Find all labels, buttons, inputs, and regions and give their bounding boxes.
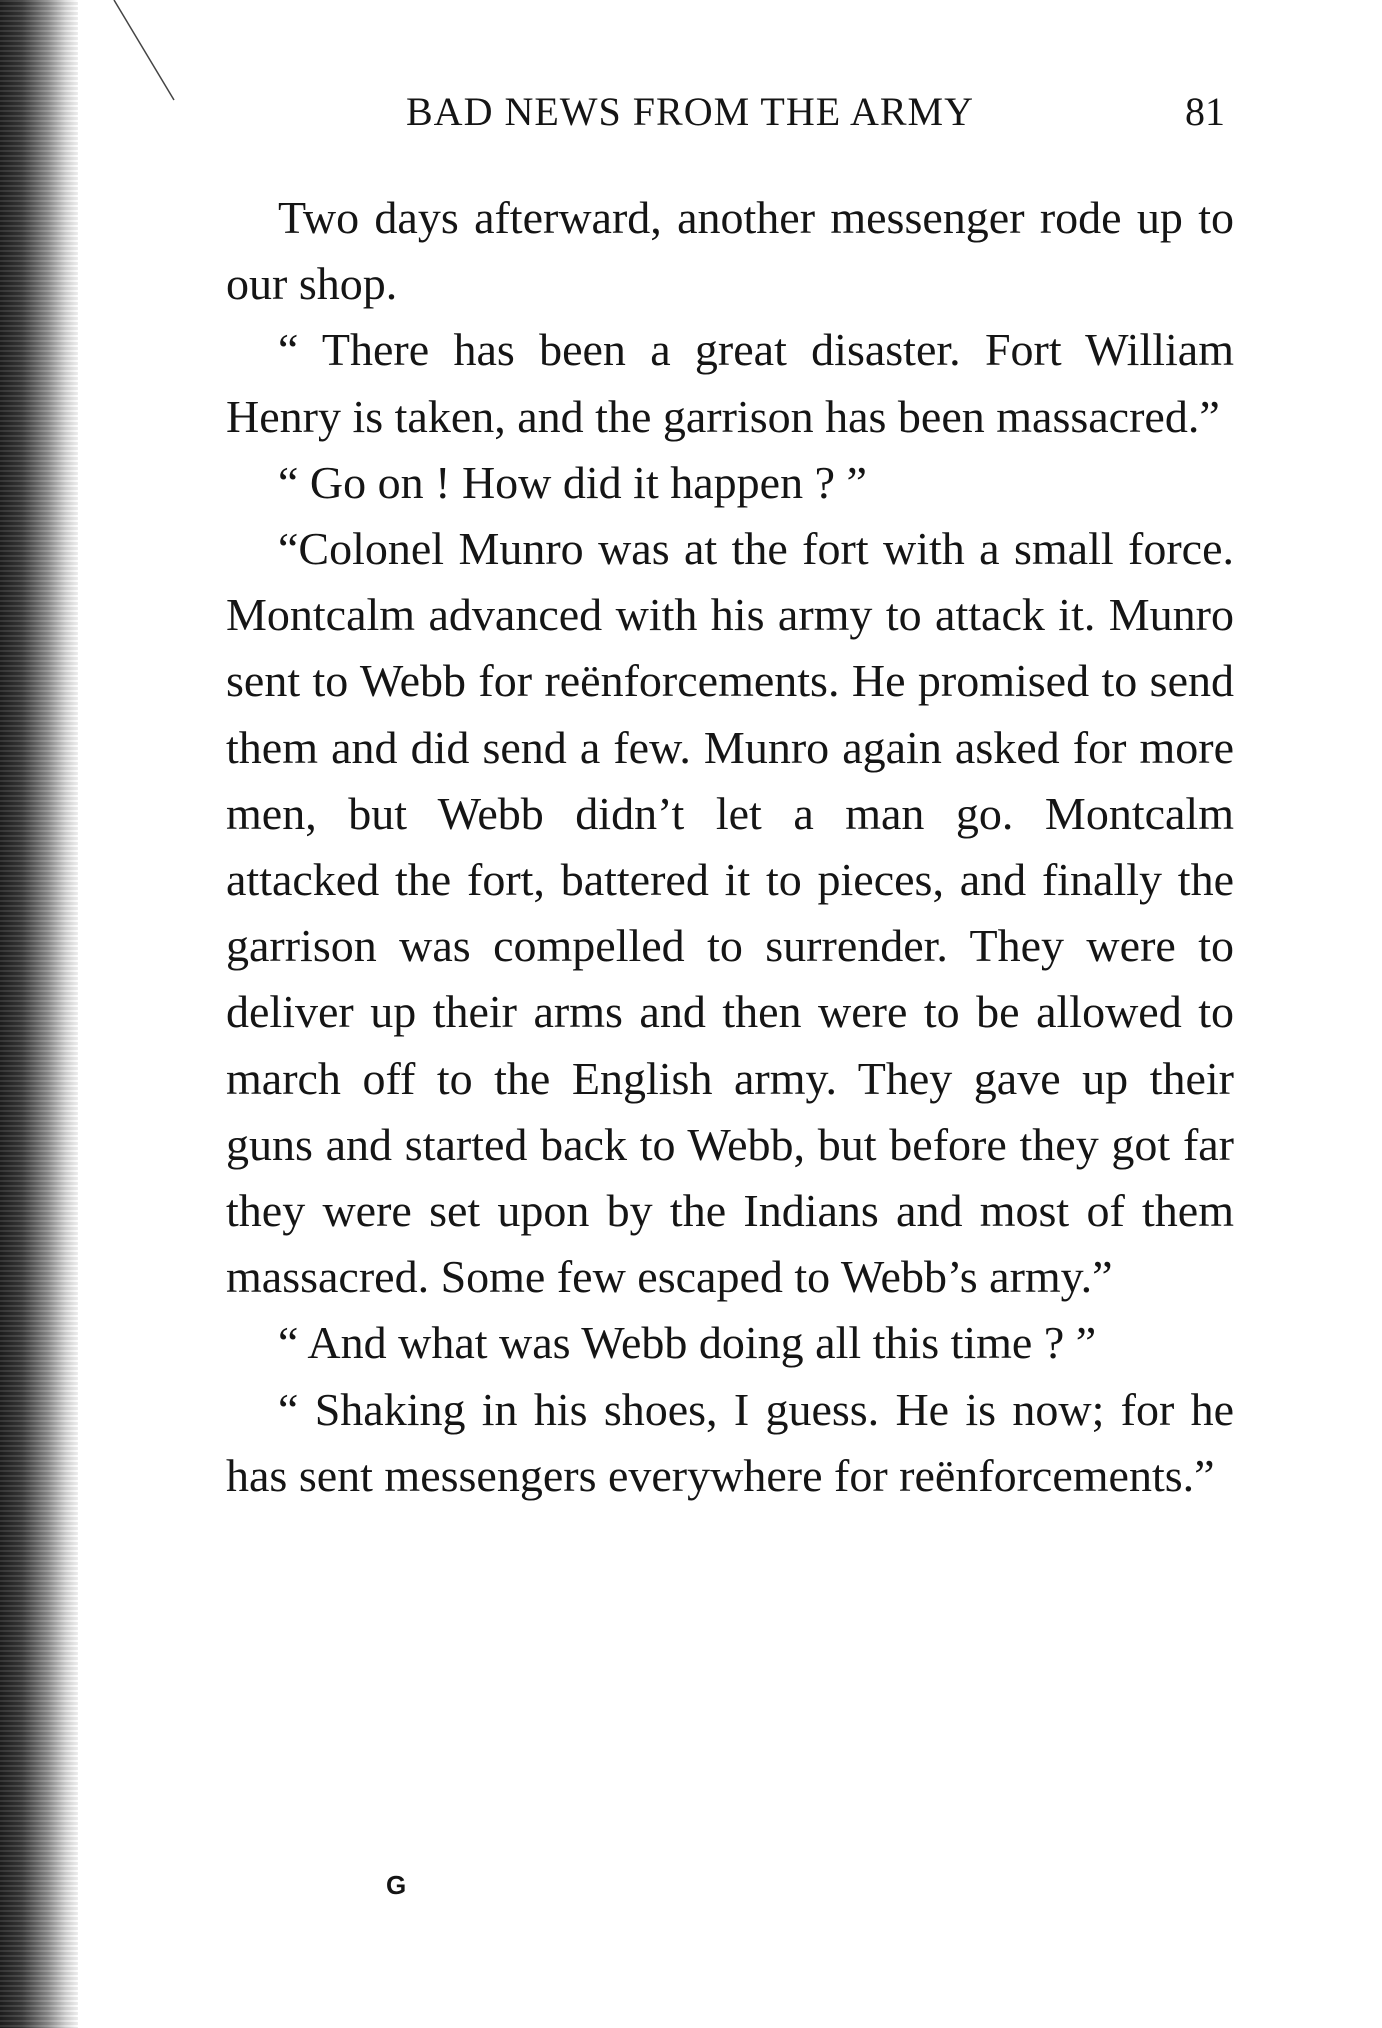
body-text bbox=[226, 185, 1234, 1509]
paragraph-6: “ Shaking in his shoes, I guess. He is now; for he has sent messengers everywhere for reënforcements.” bbox=[226, 1383, 1234, 1501]
paragraph-4: “Colonel Munro was at the fort with a small force. Montcalm advanced with his army to attack it. Munro sent to Webb for reënforcements. He promised to send them and did send a few. Munro again asked for more men, but Webb didn’t let a man go. Montcalm attacked the fort, battered it to pieces, and finally the garrison was compelled to surrender. They were to deliver up their arms and then were to be allowed to march off to the English army. They gave up their guns and started back to Webb, but before they got far they were set upon by the Indians and most of them massacred. Some few escaped to Webb’s army.” bbox=[226, 523, 1234, 1303]
binding-gutter-texture bbox=[0, 0, 78, 2028]
paragraph-1: Two days afterward, another messenger rode up to our shop. bbox=[226, 192, 1234, 310]
paragraph-3: “ Go on ! How did it happen ? ” bbox=[278, 456, 867, 508]
paragraph-2: “ There has been a great disaster. Fort William Henry is taken, and the garrison has been massacred.” bbox=[226, 324, 1234, 442]
paragraph-5: “ And what was Webb doing all this time ? ” bbox=[278, 1317, 1097, 1369]
running-head: BAD NEWS FROM THE ARMY bbox=[406, 89, 974, 134]
corner-crease-line bbox=[84, 0, 194, 110]
page-header bbox=[228, 88, 1235, 144]
page-number: 81 bbox=[1185, 89, 1225, 134]
signature-mark: G bbox=[386, 1870, 407, 1900]
